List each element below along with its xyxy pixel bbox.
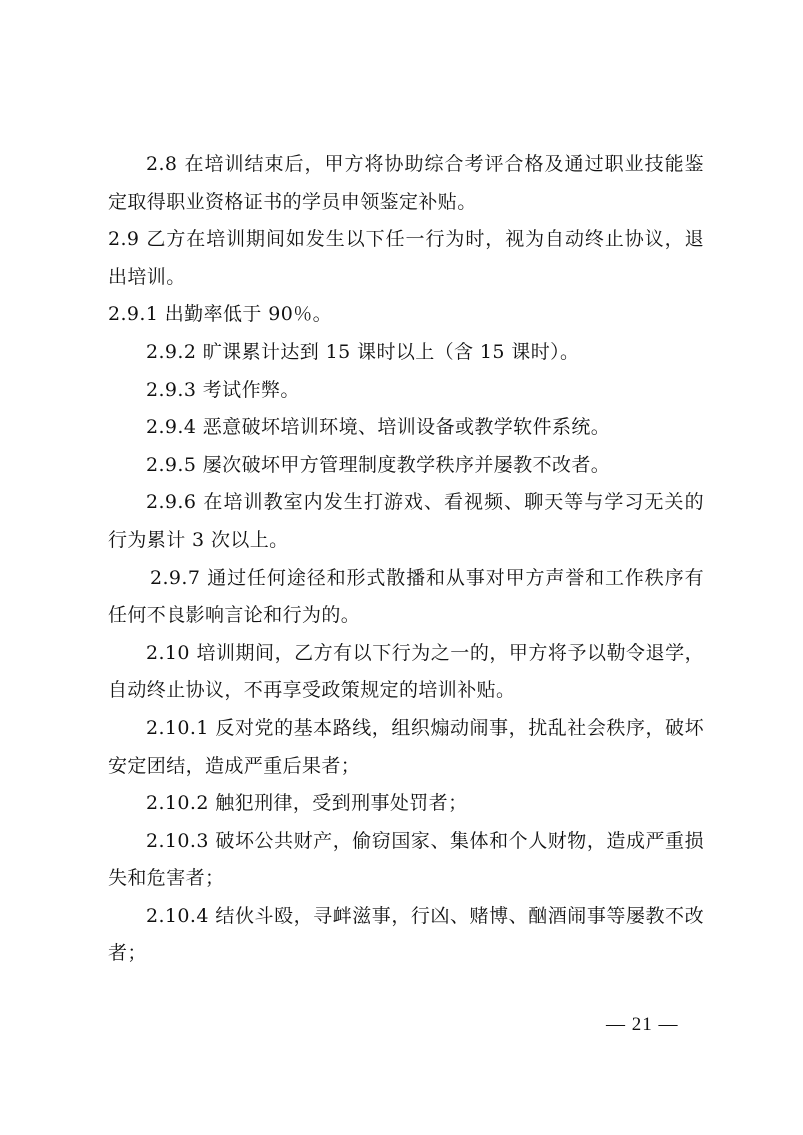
paragraph-2-9-7: 2.9.7 通过任何途径和形式散播和从事对甲方声誉和工作秩序有任何不良影响言论和行为的。 [108, 566, 704, 627]
paragraph-2-9-1: 2.9.1 出勤率低于 90％。 [108, 303, 333, 326]
paragraph-2-10-1: 2.10.1 反对党的基本路线，组织煽动闹事，扰乱社会秩序，破坏安定团结，造成严重后果者； [108, 716, 704, 777]
paragraph-2-10-2: 2.10.2 触犯刑律，受到刑事处罚者； [146, 792, 468, 815]
paragraph-2-9-5: 2.9.5 屡次破坏甲方管理制度教学秩序并屡教不改者。 [146, 453, 611, 476]
paragraph-2-10-4: 2.10.4 结伙斗殴，寻衅滋事，行凶、赌博、酗酒闹事等屡教不改者； [108, 904, 704, 965]
paragraph-2-9-2: 2.9.2 旷课累计达到 15 课时以上（含 15 课时）。 [146, 340, 580, 363]
paragraph-2-9-3: 2.9.3 考试作弊。 [146, 378, 300, 401]
paragraph-2-10: 2.10 培训期间，乙方有以下行为之一的，甲方将予以勒令退学，自动终止协议，不再享受政策规定的培训补贴。 [108, 641, 704, 702]
document-body [108, 146, 704, 973]
page-number: — 21 — [606, 1014, 679, 1035]
paragraph-2-8: 2.8 在培训结束后，甲方将协助综合考评合格及通过职业技能鉴定取得职业资格证书的学员申领鉴定补贴。 [108, 153, 704, 213]
paragraph-2-9-4: 2.9.4 恶意破坏培训环境、培训设备或教学软件系统。 [146, 416, 611, 439]
paragraph-2-9-6: 2.9.6 在培训教室内发生打游戏、看视频、聊天等与学习无关的行为累计 3 次以上。 [108, 491, 704, 551]
paragraph-2-9: 2.9 乙方在培训期间如发生以下任一行为时，视为自动终止协议，退出培训。 [108, 228, 704, 288]
paragraph-2-10-3: 2.10.3 破坏公共财产，偷窃国家、集体和个人财物，造成严重损失和危害者； [108, 829, 704, 890]
